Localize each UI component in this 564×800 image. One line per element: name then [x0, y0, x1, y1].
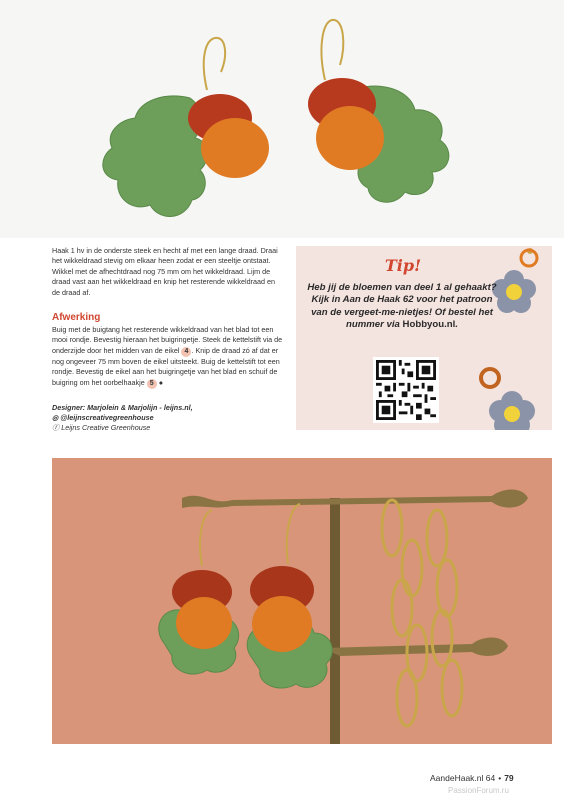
- afwerking-text-part1: Buig met de buigtang het resterende wikkeldraad van het blad tot een mooi rondje. Bevestig hieraan het buigringetje. Steek de kettelstift via de onderzijde door het midden van de eikel: [52, 325, 283, 355]
- tip-title: Tip!: [384, 256, 422, 275]
- facebook-icon: ⓕ: [52, 423, 60, 432]
- afwerking-paragraph: [52, 325, 284, 389]
- designer-credit: Designer: Marjolein & Marjolijn - leijns.nl,: [52, 403, 193, 412]
- facebook-handle: Leijns Creative Greenhouse: [61, 423, 151, 432]
- qr-code-icon: [376, 360, 436, 420]
- facebook-credit: [52, 423, 292, 433]
- afwerking-text-part2: . Knip de draad zó af dat er nog ongeveer 75 mm boven de eikel uitsteekt. Buig de kettelstift tot een rondje. Bevestig de eikel aan het buigringetje van het blad en schuif de buigring om het oorbelhaakje: [52, 345, 280, 387]
- qr-code[interactable]: [373, 357, 439, 423]
- instagram-icon: ◎: [52, 413, 59, 422]
- magazine-name: AandeHaak.nl 64: [430, 773, 496, 783]
- step-number-badge: 4: [181, 347, 191, 357]
- watermark: PassionForum.ru: [448, 786, 509, 795]
- photo-acorn-earrings-stand: [52, 458, 552, 744]
- tip-text-before: Heb jij de bloemen van deel 1 al gehaakt? Kijk in Aan de Haak 62 voor het patroon van de vergeet-me-nietjes! Of bestel het nummer via: [307, 282, 497, 331]
- photo-illustration-top: [0, 0, 564, 238]
- tip-text: [302, 282, 502, 332]
- photo-illustration-bottom: [52, 458, 552, 744]
- section-heading-afwerking: Afwerking: [52, 312, 101, 323]
- page-number: 79: [504, 773, 514, 783]
- credits: [52, 403, 292, 433]
- instagram-handle: @leijnscreativegreenhouse: [60, 413, 154, 422]
- intro-text: Haak 1 hv in de onderste steek en hecht af met een lange draad. Draai het wikkeldraad stevig om elkaar heen zodat er een steeltje ontstaat. Wikkel met de afhechtdraad nog 75 mm om het wikkeldraad. Lijm de draad vast aan het wikkeldraad en knip het resterende wikkeldraad en de draad af.: [52, 246, 278, 297]
- end-mark: ●: [158, 377, 164, 387]
- instagram-credit: [52, 413, 292, 423]
- intro-paragraph: [52, 246, 284, 298]
- photo-acorn-earrings-top: [0, 0, 564, 238]
- step-number-badge: 5: [147, 379, 157, 389]
- hobbyou-link[interactable]: Hobbyou.nl: [402, 319, 456, 331]
- page-footer: [430, 773, 514, 783]
- tip-text-after: .: [455, 319, 458, 331]
- footer-bullet: •: [498, 773, 502, 783]
